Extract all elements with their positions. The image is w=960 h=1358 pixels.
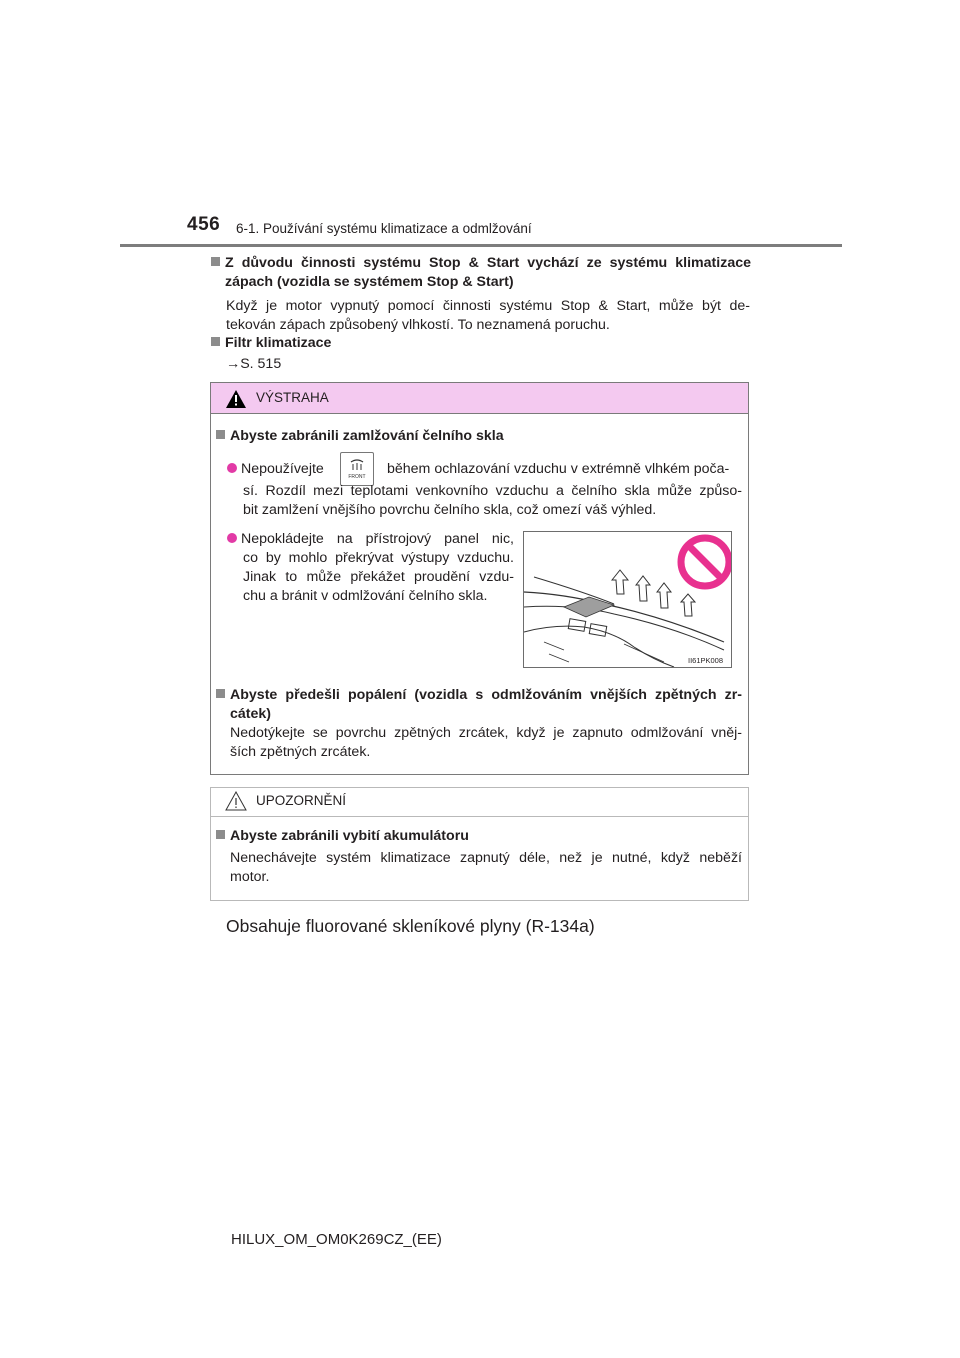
svg-text:FRONT: FRONT <box>348 474 366 480</box>
square-bullet-icon <box>211 257 220 266</box>
square-bullet-icon <box>216 430 225 439</box>
fluorinated-gases-note: Obsahuje fluorované skleníkové plyny (R-134a) <box>226 916 595 936</box>
warning-triangle-icon <box>226 390 246 408</box>
circle-bullet-icon <box>227 463 237 473</box>
caution-section-title: Abyste zabránili vybití akumulátoru <box>216 827 469 846</box>
square-bullet-icon <box>216 830 225 839</box>
front-defroster-button-icon <box>340 452 374 486</box>
intro-item1-title: Z důvodu činnosti systému Stop & Start vychází ze systému klimatizace zápach (vozidla se systémem Stop & Start) <box>211 254 751 292</box>
intro-item2-title: Filtr klimatizace <box>211 334 331 353</box>
warning-bullet2: Nepokládejte na přístrojový panel nic, co by mohlo překrývat výstupy vzduchu. Jinak to může překážet proudění vzdu- chu a bránit v odmlžování čelního skla. <box>227 530 514 606</box>
warning-section2-body: Nedotýkejte se povrchu zpětných zrcátek, když je zapnuto odmlžování vněj- ších zpětných zrcátek. <box>230 725 742 760</box>
circle-bullet-icon <box>227 533 237 543</box>
warning-section2-title: Abyste předešli popálení (vozidla s odmlžováním vnějších zpětných zr- cátek) <box>216 686 742 724</box>
warning-title: VÝSTRAHA <box>256 390 329 405</box>
caution-triangle-icon <box>225 791 247 811</box>
footer-code: HILUX_OM_OM0K269CZ_(EE) <box>231 1231 442 1248</box>
warning-bullet1-pre: Nepoužívejte <box>227 460 324 479</box>
warning-section1-title: Abyste zabránili zamlžování čelního skla <box>216 427 504 446</box>
section-title: 6-1. Používání systému klimatizace a odmlžování <box>236 221 532 236</box>
arrow-icon: → <box>226 356 241 372</box>
page-number: 456 <box>187 214 221 235</box>
dashboard-illustration <box>523 531 732 668</box>
intro-item1-body: Když je motor vypnutý pomocí činnosti systému Stop & Start, může být de- tekován zápach způsobený vlhkostí. To neznamená poruchu. <box>226 298 750 333</box>
square-bullet-icon <box>211 337 220 346</box>
warning-bullet1-post: během ochlazování vzduchu v extrémně vlhkém poča- <box>387 461 730 477</box>
caution-title: UPOZORNĚNÍ <box>256 793 347 808</box>
illustration-code: II61PK008 <box>688 656 724 665</box>
warning-bullet1-body: sí. Rozdíl mezi teplotami venkovního vzduchu a čelního skla může způso- bit zamlžení vnějšího povrchu čelního skla, což omezí váš výhled. <box>243 483 742 518</box>
caution-section-body: Nenechávejte systém klimatizace zapnutý déle, než je nutné, když neběží motor. <box>230 850 742 885</box>
intro-item2-ref: →S. 515 <box>226 356 282 372</box>
square-bullet-icon <box>216 689 225 698</box>
header-rule <box>120 244 842 247</box>
